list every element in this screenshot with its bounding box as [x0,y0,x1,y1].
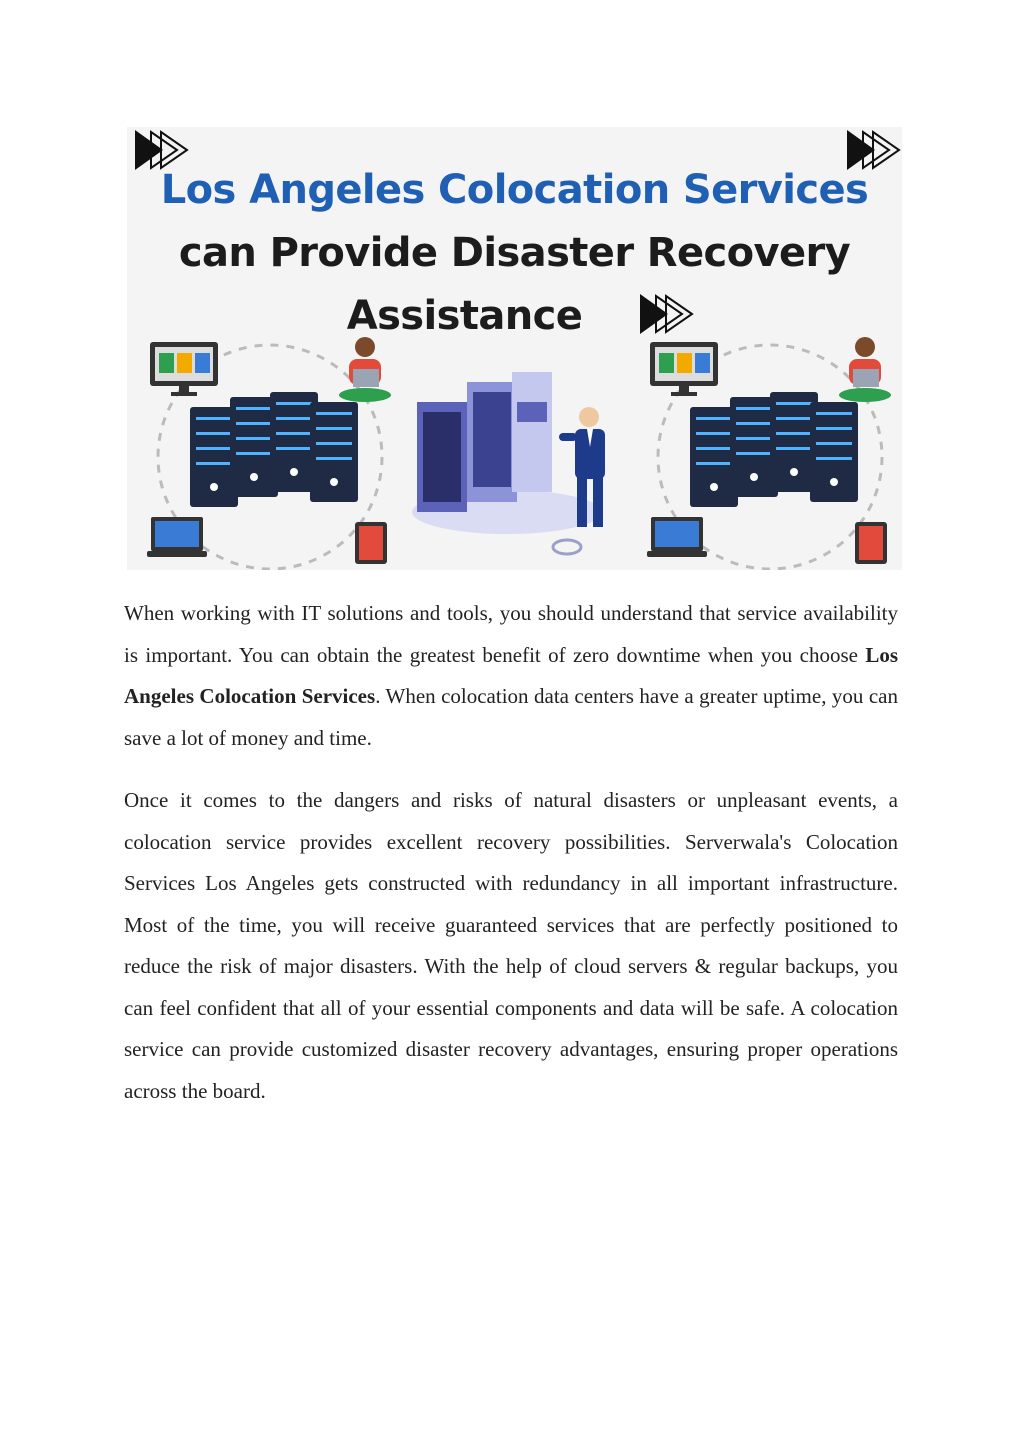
paragraph-1-text-end: . When colocation data centers have a greater uptime, you can save a lot of money and time. [124,684,898,750]
paragraph-2: Once it comes to the dangers and risks of natural disasters or unpleasant events, a colocation service provides excellent recovery possibilities. Serverwala's Colocation Services Los Angeles gets constructed with redundancy in all important infrastructure. Most of the time, you will receive guaranteed services that are perfectly positioned to reduce the risk of major disasters. With the help of cloud servers & regular backups, you can feel confident that all of your essential components and data will be safe. A colocation service can provide customized disaster recovery advantages, ensuring proper operations across the board. [124,788,898,1103]
banner-headline-line3: Assistance [346,293,583,339]
banner-image [127,127,902,570]
banner-headline-line2: can Provide Disaster Recovery [178,230,851,276]
banner-headline-line1: Los Angeles Colocation Services [160,167,869,213]
play-arrows-icon [135,130,187,170]
data-center-icon [412,372,602,554]
paragraph-1-text-start: When working with IT solutions and tools, you should understand that service availability is important. You can obtain the greatest benefit of zero downtime when you choose [124,601,898,667]
article-body [124,593,898,1133]
play-arrows-icon [847,130,899,170]
paragraph-1-bold-keyword: Los Angeles Colocation Services [124,642,898,708]
paragraph-1 [124,593,898,759]
